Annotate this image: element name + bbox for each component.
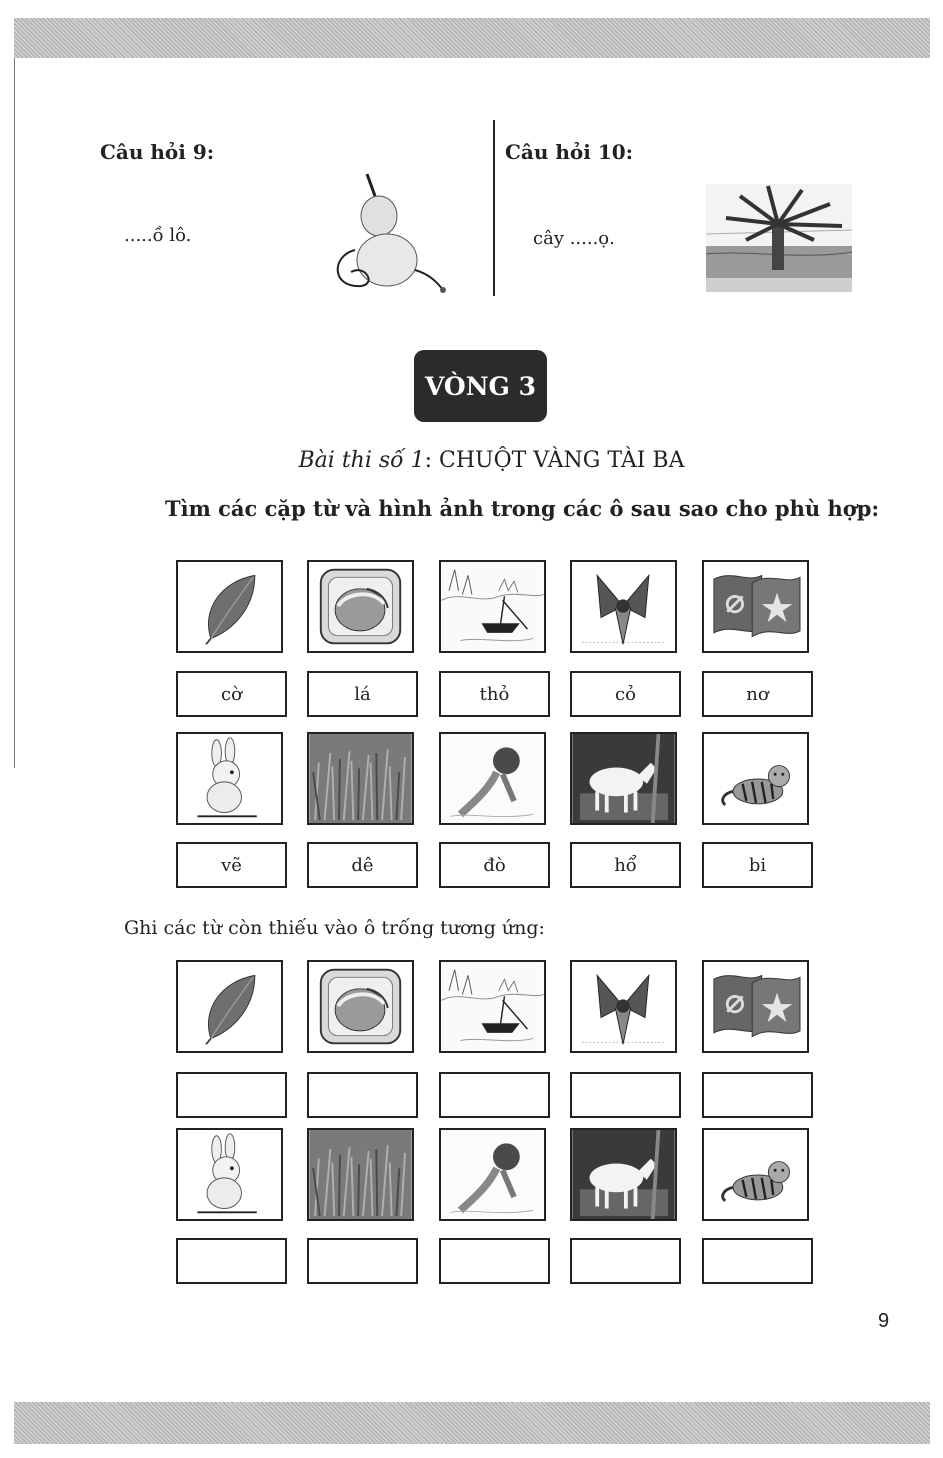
- answer-blank[interactable]: [176, 1072, 287, 1118]
- fill-instruction: Ghi các từ còn thiếu vào ô trống tương ứng:: [124, 917, 545, 939]
- flag-image[interactable]: [702, 560, 809, 653]
- answer-blank[interactable]: [307, 1238, 418, 1284]
- word-cell[interactable]: lá: [307, 671, 418, 717]
- boat-image: [439, 960, 546, 1053]
- answer-blank[interactable]: [702, 1238, 813, 1284]
- rabbit-image: [176, 1128, 283, 1221]
- word-cell[interactable]: cỏ: [570, 671, 681, 717]
- flag-image: [702, 960, 809, 1053]
- round-badge: VÒNG 3: [414, 350, 547, 422]
- page-number: 9: [878, 1310, 890, 1332]
- word-cell[interactable]: bi: [702, 842, 813, 888]
- goat-image: [570, 1128, 677, 1221]
- answer-blank[interactable]: [570, 1072, 681, 1118]
- word-cell[interactable]: thỏ: [439, 671, 550, 717]
- goat-image[interactable]: [570, 732, 677, 825]
- boat-image[interactable]: [439, 560, 546, 653]
- tiger-image[interactable]: [702, 732, 809, 825]
- child-drawing-image[interactable]: [439, 732, 546, 825]
- child-drawing-image: [439, 1128, 546, 1221]
- grass-image: [307, 1128, 414, 1221]
- bow-image: [570, 960, 677, 1053]
- bow-image[interactable]: [570, 560, 677, 653]
- word-cell[interactable]: hổ: [570, 842, 681, 888]
- grass-image[interactable]: [307, 732, 414, 825]
- word-cell[interactable]: vẽ: [176, 842, 287, 888]
- bottom-hatched-band: [14, 1402, 930, 1444]
- word-cell[interactable]: đò: [439, 842, 550, 888]
- word-cell[interactable]: nơ: [702, 671, 813, 717]
- question-9-text: .....ồ lô.: [124, 225, 192, 246]
- exercise-title-number: Bài thi số 1: [298, 448, 425, 473]
- answer-blank[interactable]: [702, 1072, 813, 1118]
- answer-blank[interactable]: [570, 1238, 681, 1284]
- exercise-title-name: : CHUỘT VÀNG TÀI BA: [424, 448, 685, 473]
- leaf-image: [176, 960, 283, 1053]
- question-10-title: Câu hỏi 10:: [505, 140, 634, 164]
- answer-blank[interactable]: [176, 1238, 287, 1284]
- word-cell[interactable]: cờ: [176, 671, 287, 717]
- leaf-image[interactable]: [176, 560, 283, 653]
- rabbit-image[interactable]: [176, 732, 283, 825]
- question-10-text: cây .....ọ.: [533, 228, 615, 249]
- answer-blank[interactable]: [439, 1238, 550, 1284]
- word-cell[interactable]: dê: [307, 842, 418, 888]
- answer-blank[interactable]: [307, 1072, 418, 1118]
- question-9-title: Câu hỏi 9:: [100, 140, 215, 164]
- marble-image: [307, 960, 414, 1053]
- exercise-title: [0, 448, 943, 473]
- marble-image[interactable]: [307, 560, 414, 653]
- gourd-image: [325, 170, 455, 298]
- tiger-image: [702, 1128, 809, 1221]
- match-instruction: Tìm các cặp từ và hình ảnh trong các ô sau sao cho phù hợp:: [165, 496, 880, 521]
- top-hatched-band: [14, 18, 930, 58]
- palm-tree-image: [706, 184, 852, 292]
- answer-blank[interactable]: [439, 1072, 550, 1118]
- question-divider: [493, 120, 495, 296]
- left-margin-rule: [14, 58, 15, 768]
